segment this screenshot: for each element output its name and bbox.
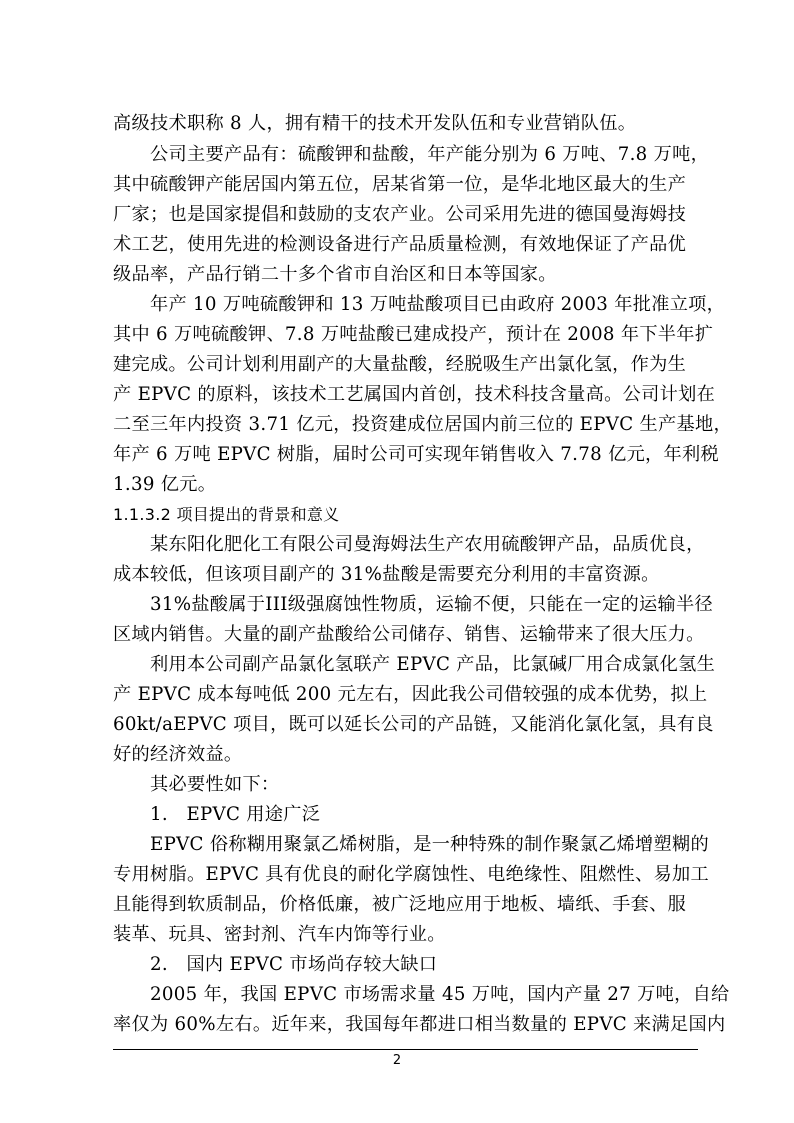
text-line: 装革、玩具、密封剂、汽车内饰等行业。 <box>113 924 446 945</box>
text-line: 1.39 亿元。 <box>113 474 217 495</box>
text-line: 且能得到软质制品，价格低廉，被广泛地应用于地板、墙纸、手套、服 <box>113 894 687 915</box>
list-item-heading: 2. 国内 EPVC 市场尚存较大缺口 <box>150 954 438 975</box>
text-line: 建完成。公司计划利用副产的大量盐酸，经脱吸生产出氯化氢，作为生 <box>113 354 687 375</box>
footer-divider <box>113 1049 698 1050</box>
page-number: 2 <box>392 1053 402 1068</box>
text-line: 公司主要产品有：硫酸钾和盐酸，年产能分别为 6 万吨、7.8 万吨， <box>150 144 710 165</box>
text-line: 区域内销售。大量的副产盐酸给公司储存、销售、运输带来了很大压力。 <box>113 624 705 645</box>
text-line: 利用本公司副产品氯化氢联产 EPVC 产品，比氯碱厂用合成氯化氢生 <box>150 654 716 675</box>
text-line: 高级技术职称 8 人，拥有精干的技术开发队伍和专业营销队伍。 <box>113 113 637 134</box>
text-line: 产 EPVC 成本每吨低 200 元左右，因此我公司借较强的成本优势，拟上 <box>113 684 708 705</box>
list-item-heading: 1. EPVC 用途广泛 <box>150 804 321 825</box>
text-line: 厂家；也是国家提倡和鼓励的支农产业。公司采用先进的德国曼海姆技 <box>113 204 687 225</box>
text-line: 好的经济效益。 <box>113 744 243 765</box>
text-line: EPVC 俗称糊用聚氯乙烯树脂，是一种特殊的制作聚氯乙烯增塑糊的 <box>150 834 710 855</box>
text-line: 60kt/aEPVC 项目，既可以延长公司的产品链，又能消化氯化氢，具有良 <box>113 714 714 735</box>
text-line: 其中硫酸钾产能居国内第五位，居某省第一位，是华北地区最大的生产 <box>113 174 687 195</box>
text-line: 率仅为 60%左右。近年来，我国每年都进口相当数量的 EPVC 来满足国内 <box>113 1014 726 1035</box>
text-line: 二至三年内投资 3.71 亿元，投资建成位居国内前三位的 EPVC 生产基地， <box>113 414 732 435</box>
text-line: 年产 6 万吨 EPVC 树脂，届时公司可实现年销售收入 7.78 亿元，年利税 <box>113 444 720 465</box>
text-line: 产 EPVC 的原料，该技术工艺属国内首创，技术科技含量高。公司计划在 <box>113 384 716 405</box>
text-line: 术工艺，使用先进的检测设备进行产品质量检测，有效地保证了产品优 <box>113 234 687 255</box>
text-line: 专用树脂。EPVC 具有优良的耐化学腐蚀性、电绝缘性、阻燃性、易加工 <box>113 864 709 885</box>
text-line: 其中 6 万吨硫酸钾、7.8 万吨盐酸已建成投产，预计在 2008 年下半年扩 <box>113 324 714 345</box>
text-line: 31%盐酸属于III级强腐蚀性物质，运输不便，只能在一定的运输半径 <box>150 594 713 615</box>
text-line: 某东阳化肥化工有限公司曼海姆法生产农用硫酸钾产品，品质优良， <box>150 534 705 555</box>
text-line: 2005 年，我国 EPVC 市场需求量 45 万吨，国内产量 27 万吨，自给 <box>150 984 730 1005</box>
text-line: 级品率，产品行销二十多个省市自治区和日本等国家。 <box>113 264 557 285</box>
section-heading: 1.1.3.2 项目提出的背景和意义 <box>113 505 340 524</box>
text-line: 成本较低，但该项目副产的 31%盐酸是需要充分利用的丰富资源。 <box>113 564 660 585</box>
text-line: 其必要性如下： <box>150 774 280 795</box>
text-line: 年产 10 万吨硫酸钾和 13 万吨盐酸项目已由政府 2003 年批准立项， <box>150 294 726 315</box>
